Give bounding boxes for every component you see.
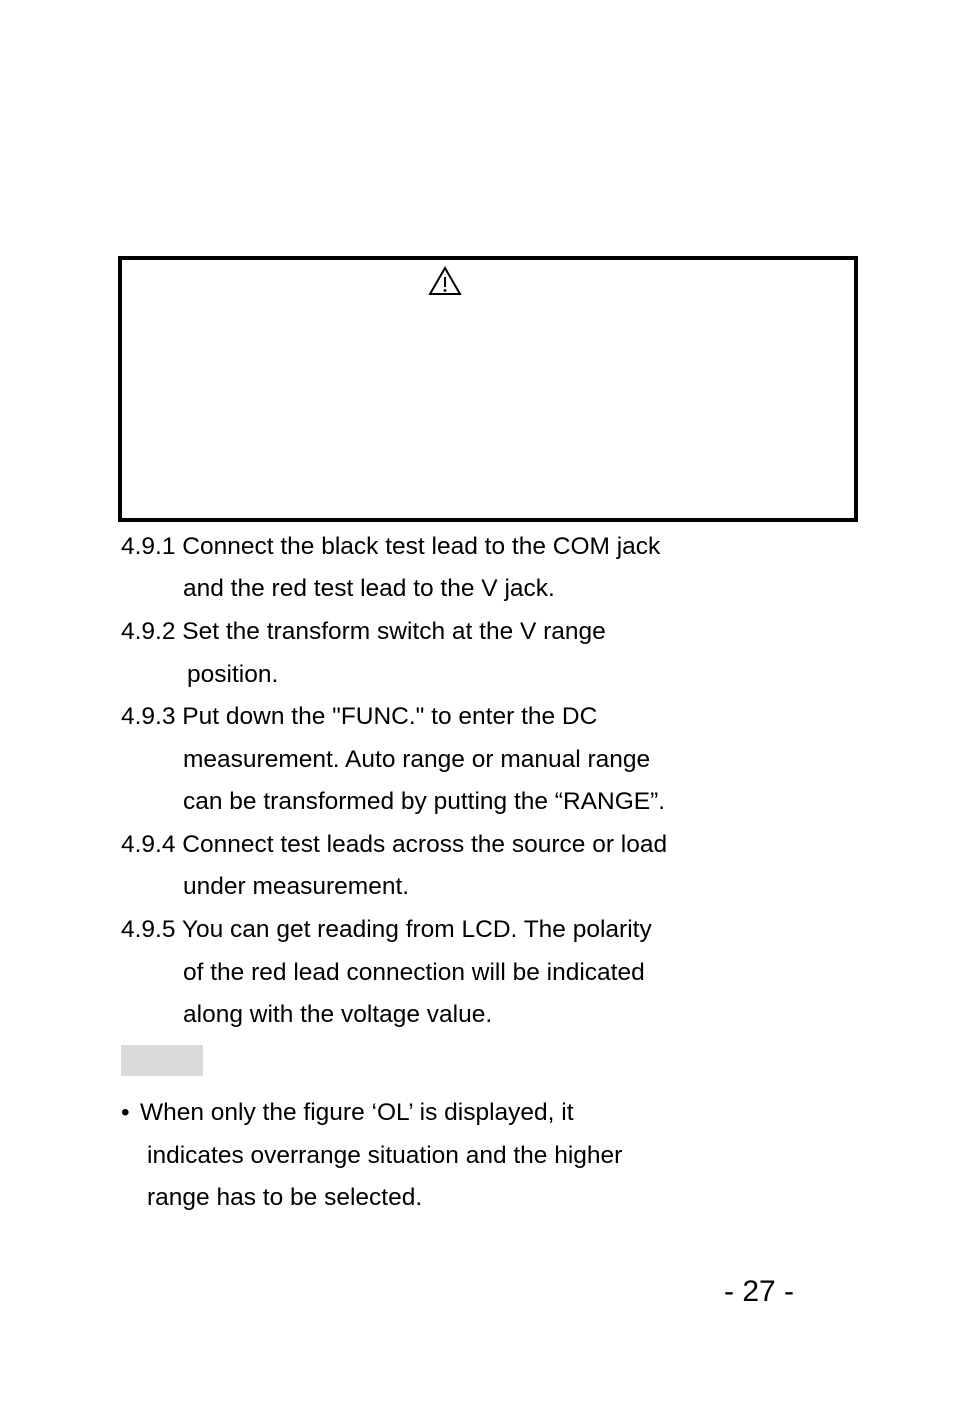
warning-triangle-icon xyxy=(428,266,462,296)
step-4-9-4-line-2: under measurement. xyxy=(183,873,410,900)
note-bullet: • xyxy=(121,1099,130,1126)
note-line-1: When only the figure ‘OL’ is displayed, it xyxy=(140,1099,574,1126)
step-4-9-2-line-2: position. xyxy=(187,661,279,688)
warning-box xyxy=(118,256,858,522)
step-4-9-3-line-3: can be transformed by putting the “RANGE”. xyxy=(183,788,666,815)
step-4-9-3-line-2: measurement. Auto range or manual range xyxy=(183,746,651,773)
note-line-3: range has to be selected. xyxy=(147,1184,423,1211)
page-number: - 27 - xyxy=(724,1275,795,1308)
step-4-9-2-line-1: 4.9.2 Set the transform switch at the V range xyxy=(121,618,606,645)
step-4-9-5-line-3: along with the voltage value. xyxy=(183,1001,493,1028)
step-4-9-1-line-1: 4.9.1 Connect the black test lead to the COM jack xyxy=(121,533,661,560)
step-4-9-3-line-1: 4.9.3 Put down the "FUNC." to enter the DC xyxy=(121,703,598,730)
step-4-9-5-line-2: of the red lead connection will be indicated xyxy=(183,959,645,986)
step-4-9-1-line-2: and the red test lead to the V jack. xyxy=(183,575,555,602)
note-label-highlight xyxy=(121,1045,203,1076)
note-line-2: indicates overrange situation and the higher xyxy=(147,1142,623,1169)
step-4-9-4-line-1: 4.9.4 Connect test leads across the source or load xyxy=(121,831,668,858)
step-4-9-5-line-1: 4.9.5 You can get reading from LCD. The polarity xyxy=(121,916,652,943)
